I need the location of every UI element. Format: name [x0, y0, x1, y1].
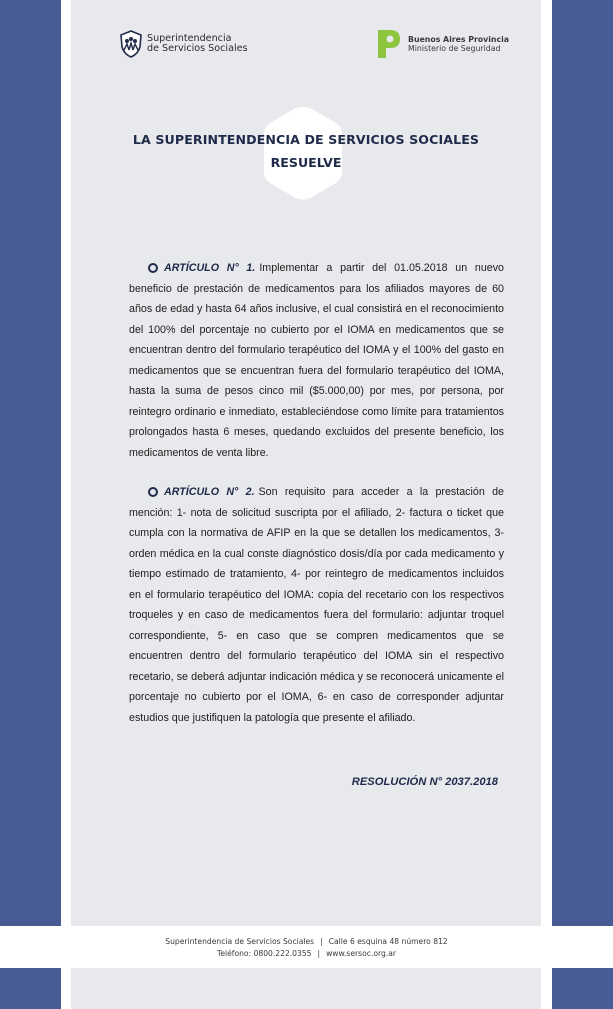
footer-phone: Teléfono: 0800.222.0355: [216, 949, 312, 958]
resolution-number: RESOLUCIÓN N° 2037.2018: [351, 776, 498, 788]
superintendencia-logo: [119, 30, 248, 58]
page-subtitle: RESUELVE: [270, 155, 342, 170]
article-1-label: ARTÍCULO N° 1.: [164, 262, 256, 274]
article-1-text: Implementar a partir del 01.05.2018 un nuevo beneficio de prestación de medicamentos para los afiliados mayores de 60 años de edad y hasta 64 años inclusive, el cual consistirá en el reconocimiento del 100% del porcentaje no cubierto por el IOMA en medicamentos que se encuentran dentro del formulario terapéutico del IOMA y el 100% del gasto en medicamentos que se encuentran fuera del formulario terapéutico del IOMA, hasta la suma de pesos cinco mil ($5.000,00) por mes, por persona, por reintegro ordinario e inmediato, estableciéndose como límite para tratamientos prolongados hasta 6 meses, quedando excluidos del presente beneficio, los medicamentos de venta libre.: [129, 262, 504, 459]
article-2: [129, 482, 504, 728]
article-2-label: ARTÍCULO N° 2.: [164, 486, 255, 498]
footer-website: www.sersoc.org.ar: [326, 949, 397, 958]
buenos-aires-p-icon: [376, 28, 402, 60]
logo-text-line2: de Servicios Sociales: [147, 43, 248, 54]
article-2-text: Son requisito para acceder a la prestación de mención: 1- nota de solicitud suscripta por el afiliado, 2- factura o ticket que cumpla con la normativa de AFIP en la que se detallen los medicamentos, 3- orden médica en la cual conste diagnóstico dosis/día por cada medicamento y tiempo estimado de tratamiento, 4- por reintegro de medicamentos incluidos en el formulario terapéutico del IOMA: copia del recetario con los respectivos troqueles y en caso de medicamentos fuera del formulario: adjuntar troquel correspondiente, 5- en caso que se compren medicamentos que se encuentren dentro del formulario terapéutico del IOMA sin el respectivo recetario, se deberá adjuntar indicación médica y se reconocerá unicamente el porcentaje no cubierto por el IOMA, 6- en caso de corresponder adjuntar estudios que justifiquen la patología que presente el afiliado.: [129, 486, 504, 724]
footer-address: Calle 6 esquina 48 número 812: [328, 937, 448, 946]
circle-bullet-icon: [148, 487, 158, 497]
footer: Superintendencia de Servicios Sociales | Calle 6 esquina 48 número 812 Teléfono: 0800.222.0355 | www.sersoc.org.ar: [165, 937, 448, 958]
right-side-bar-bottom: [552, 968, 613, 1009]
left-side-bar: [0, 0, 61, 926]
buenos-aires-logo: [376, 28, 509, 60]
decorative-hexagon: [262, 105, 344, 201]
circle-bullet-icon: [148, 263, 158, 273]
right-side-bar: [552, 0, 613, 926]
ba-logo-line1: Buenos Aires Provincia: [408, 35, 510, 44]
page-title: LA SUPERINTENDENCIA DE SERVICIOS SOCIALES: [132, 132, 480, 147]
document-panel-bottom: [71, 968, 541, 1009]
footer-org: Superintendencia de Servicios Sociales: [165, 937, 315, 946]
shield-emblem-icon: [119, 30, 143, 58]
article-1: [129, 258, 504, 463]
ba-logo-line2: Ministerio de Seguridad: [408, 44, 501, 53]
left-side-bar-bottom: [0, 968, 61, 1009]
logo-text-line1: Superintendencia: [147, 33, 232, 44]
